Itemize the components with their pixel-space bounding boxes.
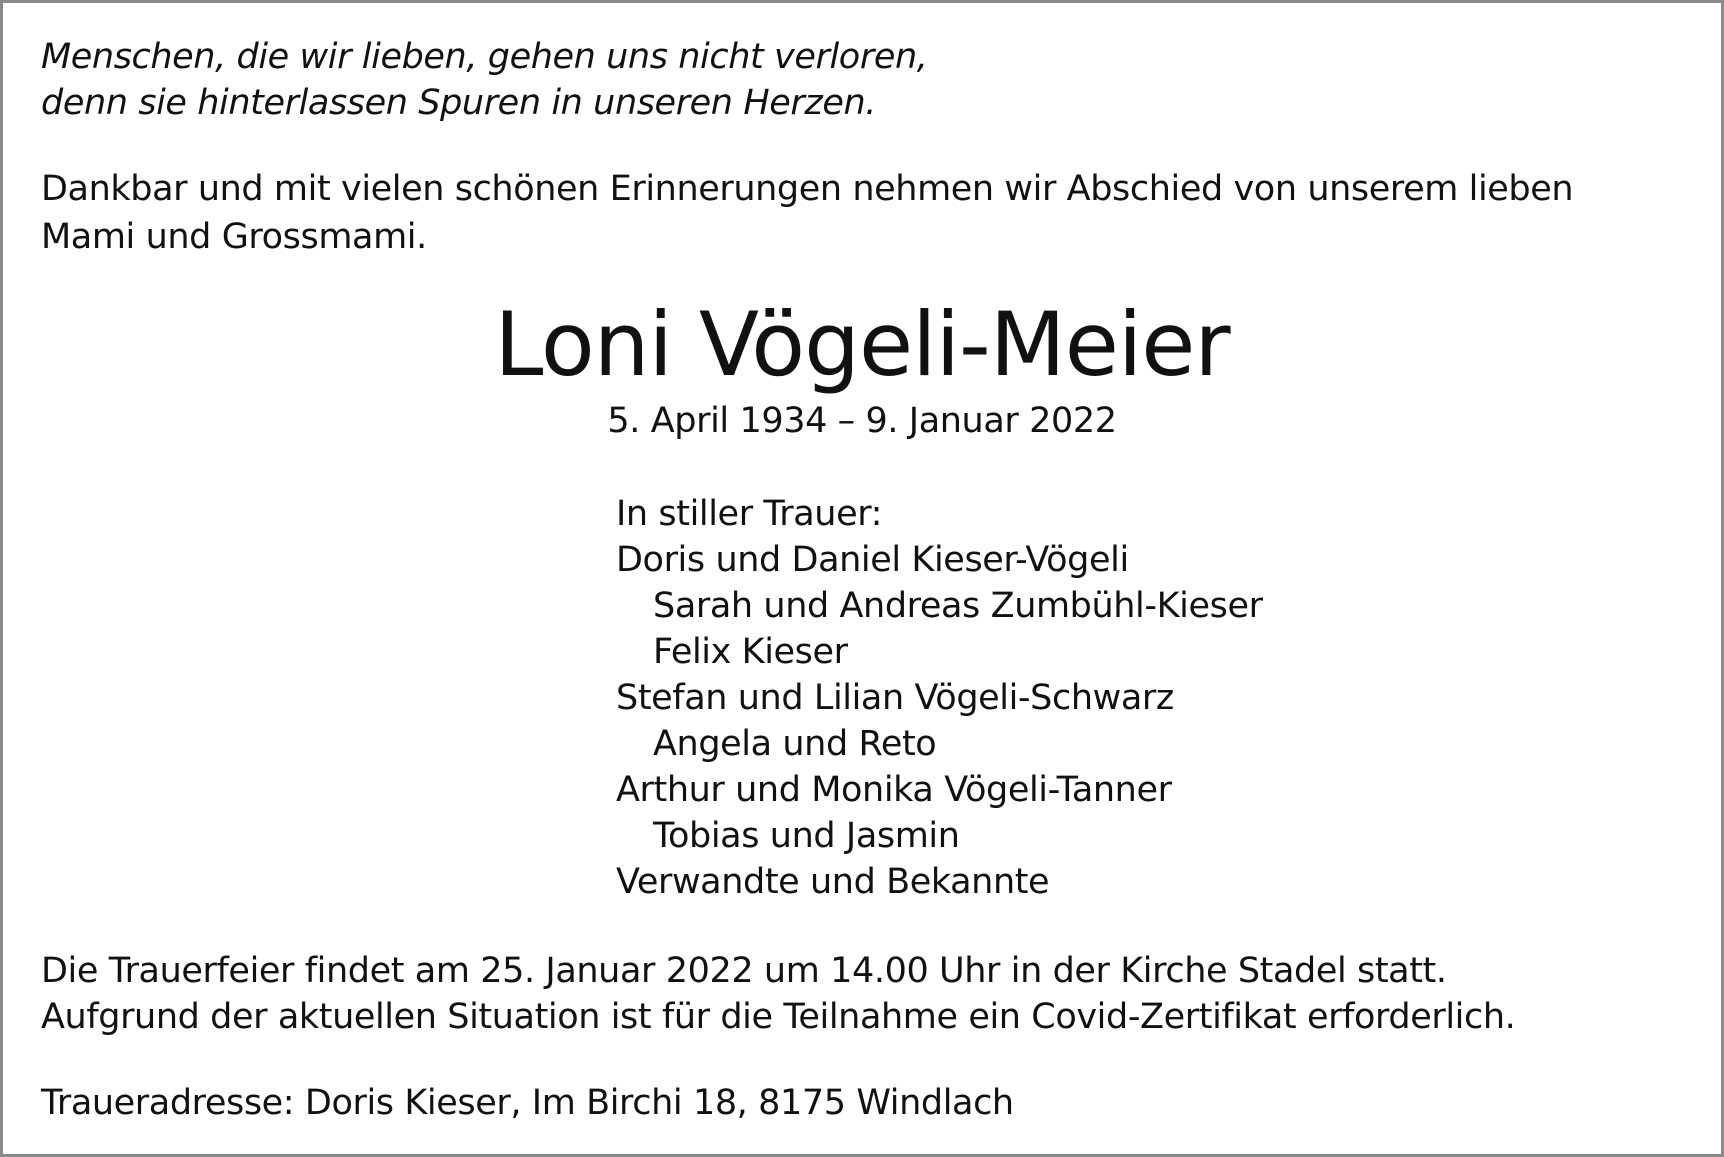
motto-line-2: denn sie hinterlassen Spuren in unseren Herzen. xyxy=(41,83,876,123)
intro-text xyxy=(41,165,1573,261)
mourner-line: Angela und Reto xyxy=(653,724,937,764)
intro-line-2: Mami und Grossmami. xyxy=(41,217,427,257)
service-info xyxy=(41,948,1515,1040)
mourner-line: Arthur und Monika Vögeli-Tanner xyxy=(616,770,1172,810)
intro-line-1: Dankbar und mit vielen schönen Erinnerungen nehmen wir Abschied von unserem lieben xyxy=(41,169,1574,209)
deceased-name: Loni Vögeli-Meier xyxy=(494,293,1230,396)
service-line-1: Die Trauerfeier findet am 25. Januar 2022 um 14.00 Uhr in der Kirche Stadel statt. xyxy=(41,951,1447,991)
mourning-address: Traueradresse: Doris Kieser, Im Birchi 18, 8175 Windlach xyxy=(41,1083,1014,1123)
mourners-list xyxy=(616,491,1263,905)
mourner-line: Tobias und Jasmin xyxy=(653,816,960,856)
mourner-line: Felix Kieser xyxy=(653,632,848,672)
service-line-2: Aufgrund der aktuellen Situation ist für die Teilnahme ein Covid-Zertifikat erforderlich. xyxy=(41,997,1516,1037)
mourner-line: Stefan und Lilian Vögeli-Schwarz xyxy=(616,678,1174,718)
life-dates: 5. April 1934 – 9. Januar 2022 xyxy=(607,401,1117,441)
mourner-line: Doris und Daniel Kieser-Vögeli xyxy=(616,540,1129,580)
mourners-heading: In stiller Trauer: xyxy=(616,494,882,534)
mourner-line: Verwandte und Bekannte xyxy=(616,862,1050,902)
motto-quote xyxy=(41,34,927,126)
motto-line-1: Menschen, die wir lieben, gehen uns nicht verloren, xyxy=(41,37,928,77)
mourner-line: Sarah und Andreas Zumbühl-Kieser xyxy=(653,586,1263,626)
